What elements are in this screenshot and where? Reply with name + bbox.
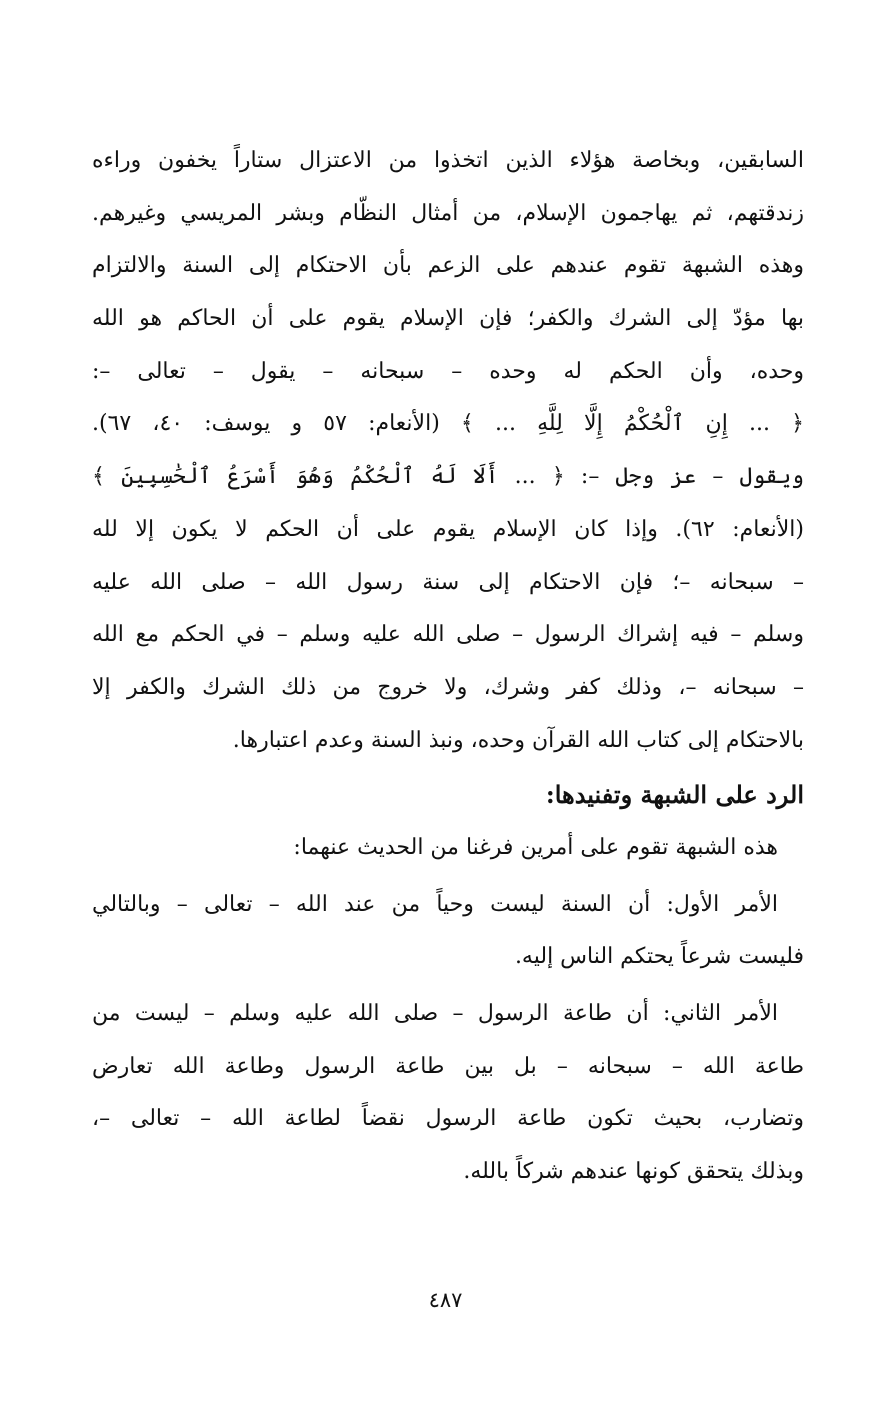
text-line: الأمر الأول: أن السنة ليست وحياً من عند الله – تعالى – وبالتالي <box>92 891 778 917</box>
text-line: (الأنعام: ٦٢). وإذا كان الإسلام يقوم على أن الحكم لا يكون إلا لله <box>92 516 804 542</box>
paragraph <box>92 822 804 875</box>
text-line: الأمر الثاني: أن طاعة الرسول – صلى الله عليه وسلم – ليست من <box>92 1001 778 1026</box>
section-heading: الرد على الشبهة وتفنيدها: <box>545 780 804 810</box>
text-line: فليست شرعاً يحتكم الناس إليه. <box>514 944 804 970</box>
text-line: بالاحتكام إلى كتاب الله القرآن وحده، ونبذ السنة وعدم اعتبارها. <box>232 727 804 753</box>
text-line: – سبحانه –، وذلك كفر وشرك، ولا خروج من ذلك الشرك والكفر إلا <box>92 674 804 700</box>
quran-verse-line: ﴿ ... إِنِ ٱلْحُكْمُ إِلَّا لِلَّهِ ... ﴾ (الأنعام: ٥٧ و يوسف: ٤٠، ٦٧). <box>92 411 804 437</box>
text-line: وسلم – فيه إشراك الرسول – صلى الله عليه وسلم – في الحكم مع الله <box>92 622 804 648</box>
quran-verse-line: ويقول – عز وجل –: ﴿ ... أَلَا لَهُ ٱلْحُكْمُ وَهُوَ أَسْرَعُ ٱلْحَٰسِبِينَ ﴾ <box>92 464 804 490</box>
text-line: وهذه الشبهة تقوم عندهم على الزعم بأن الاحتكام إلى السنة والالتزام <box>92 253 804 279</box>
page-number: ٤٨٧ <box>428 1288 463 1312</box>
paragraph <box>92 879 804 984</box>
text-line: هذه الشبهة تقوم على أمرين فرغنا من الحديث عنهما: <box>293 834 778 860</box>
text-line: وتضارب، بحيث تكون طاعة الرسول نقضاً لطاعة الله – تعالى –، <box>92 1106 804 1132</box>
paragraph <box>92 135 804 767</box>
paragraph <box>92 988 804 1199</box>
text-line: – سبحانه –؛ فإن الاحتكام إلى سنة رسول الله – صلى الله عليه <box>92 569 804 595</box>
text-line: زندقتهم، ثم يهاجمون الإسلام، من أمثال النظّام وبشر المريسي وغيرهم. <box>92 200 804 226</box>
text-line: السابقين، وبخاصة هؤلاء الذين اتخذوا من الاعتزال ستاراً يخفون وراءه <box>92 148 804 173</box>
text-line: وحده، وأن الحكم له وحده – سبحانه – يقول – تعالى –: <box>92 358 804 384</box>
text-line: طاعة الله – سبحانه – بل بين طاعة الرسول وطاعة الله تعارض <box>92 1053 804 1079</box>
text-line: بها مؤدّ إلى الشرك والكفر؛ فإن الإسلام يقوم على أن الحاكم هو الله <box>92 306 804 332</box>
text-line: وبذلك يتحقق كونها عندهم شركاً بالله. <box>463 1159 804 1185</box>
page-body <box>92 135 804 1199</box>
